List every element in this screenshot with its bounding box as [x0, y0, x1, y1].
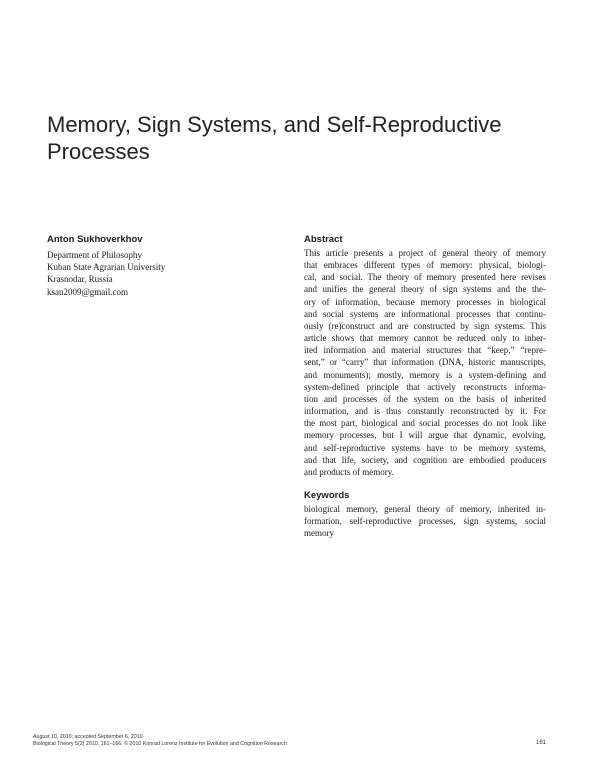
abstract-line: and products of memory. [304, 466, 394, 477]
abstract-line: and self-reproductive systems have to be memory systems, [304, 442, 546, 453]
author-email[interactable]: ksau2009@gmail.com [47, 286, 129, 297]
abstract-heading: Abstract [304, 234, 343, 245]
abstract-line: This article presents a project of general theory of memory [304, 248, 546, 258]
abstract-line: cal, and social. The theory of memory presented here revises [304, 272, 546, 283]
abstract-line: ously (re)construct and are constructed by sign systems. This [304, 320, 546, 331]
abstract-line: and unifies the general theory of sign systems and the the- [304, 284, 546, 295]
author-department: Department of Philosophy [47, 250, 142, 260]
abstract-line: memory processes, but I will argue that dynamic, evolving, [304, 430, 546, 441]
abstract-line: ited information and material structures that “keep,” “repre- [304, 345, 546, 356]
footer-info [33, 734, 287, 748]
abstract-line: ory of information, because memory processes in biological [304, 296, 546, 307]
page-number: 161 [536, 740, 547, 746]
abstract-line: article shows that memory cannot be reduced only to inher- [304, 333, 546, 344]
abstract-line: and monuments); mostly, memory is a system-defining and [304, 369, 546, 380]
abstract-line: system-defined principle that actively reconstructs informa- [304, 381, 546, 392]
author-university: Kuban State Agrarian University [47, 262, 166, 273]
keywords-line: biological memory, general theory of memory, inherited in- [304, 503, 546, 514]
abstract-line: that embraces different types of memory: physical, biologi- [304, 260, 546, 271]
keywords-line: memory [304, 528, 334, 539]
author-location: Krasnodar, Russia [47, 274, 113, 285]
article-title: Memory, Sign Systems, and Self-Reproductive Processes [47, 112, 502, 164]
abstract-line: the most part, biological and social processes do not look like [304, 418, 546, 429]
keywords-line: formation, self-reproductive processes, sign systems, social [304, 516, 546, 527]
right-column [304, 234, 546, 539]
author-block [47, 234, 287, 298]
author-name: Anton Sukhoverkhov [47, 234, 143, 245]
footer-dates: August 10, 2010; accepted September 6, 2010 [33, 734, 143, 740]
abstract-line: sent,” or “carry” that information (DNA, historic manuscripts, [304, 357, 546, 368]
abstract-line: and social systems are informational processes that continu- [304, 308, 546, 319]
keywords-heading: Keywords [304, 489, 350, 501]
abstract-line: tion and processes of the system on the basis of inherited [304, 393, 546, 404]
footer-citation: Biological Theory 5(2) 2010, 161–166. © 2010 Konrad Lorenz Institute for Evolution and Cognition Research [33, 741, 287, 747]
abstract-line: and that life, society, and cognition are embodied producers [304, 454, 546, 465]
abstract-line: information, and is thus constantly reconstructed by it. For [304, 406, 546, 417]
